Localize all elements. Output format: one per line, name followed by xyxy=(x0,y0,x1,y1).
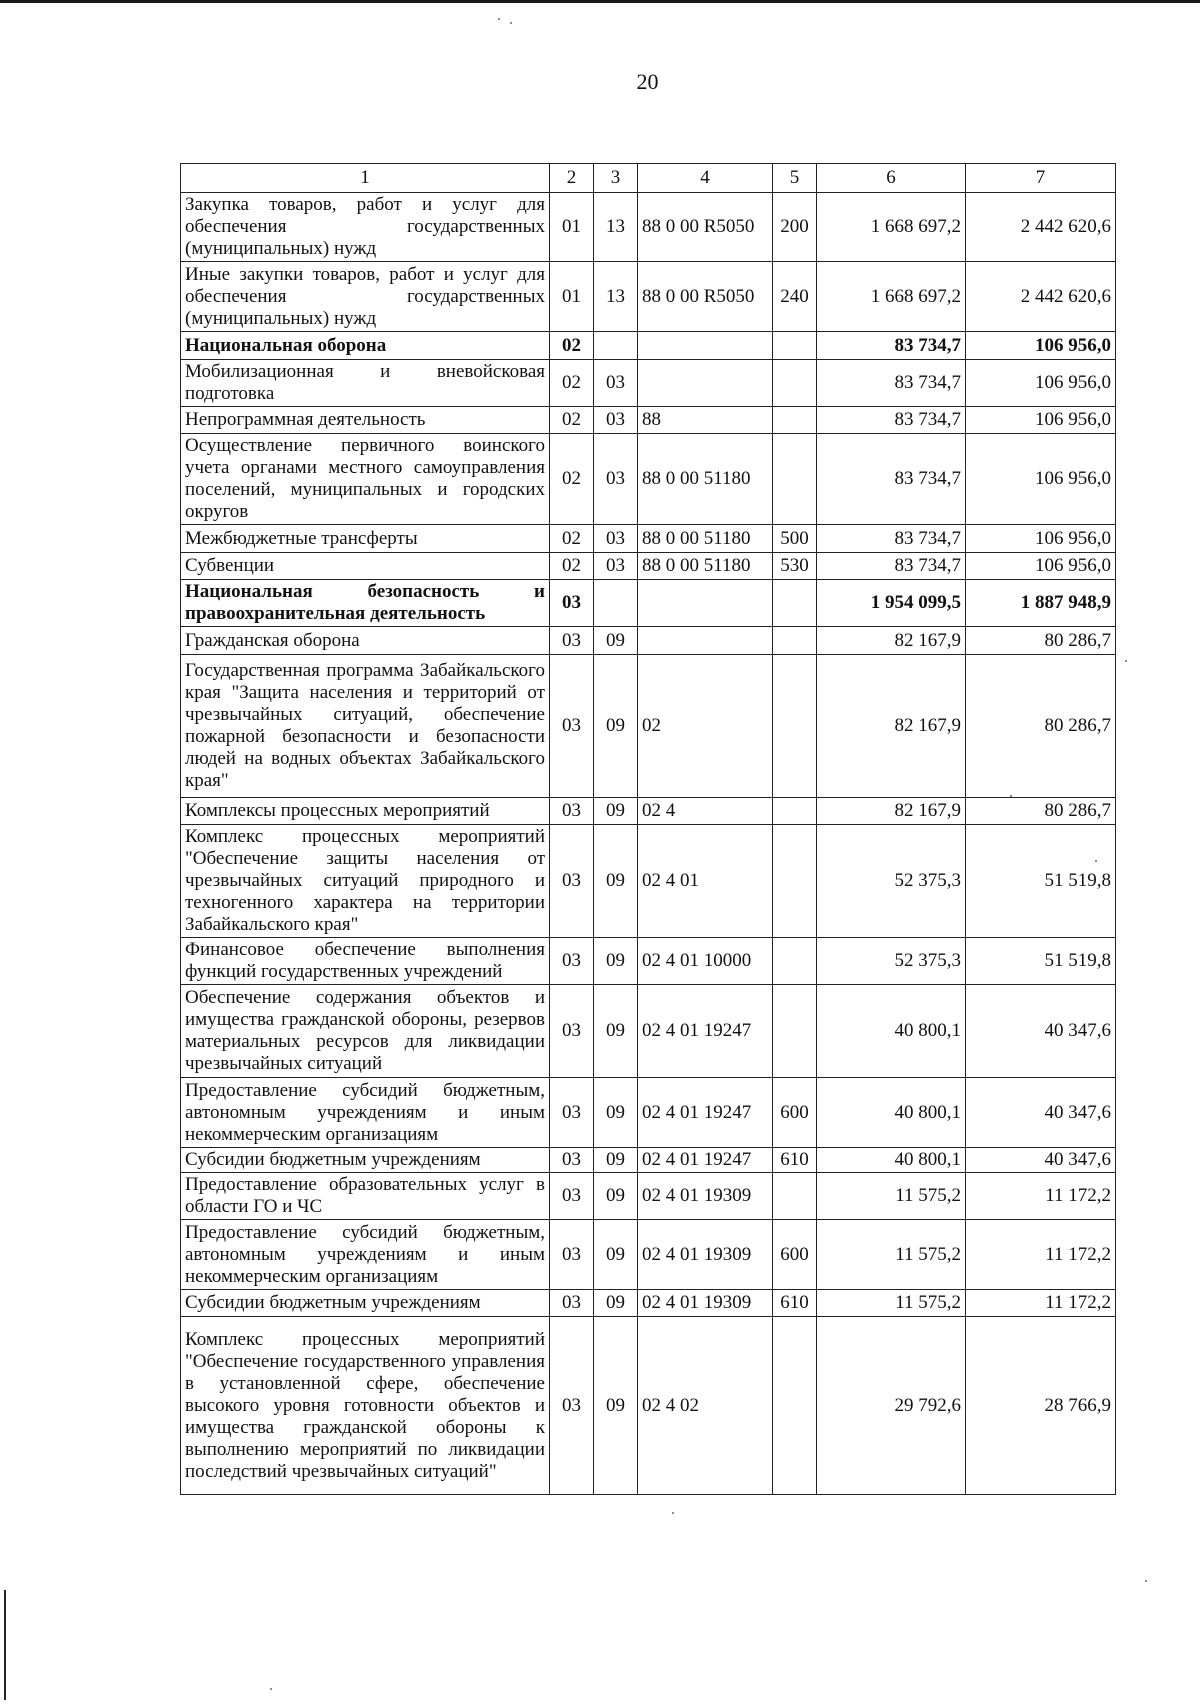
target-article-code xyxy=(638,360,773,407)
amount-column-7: 2 442 620,6 xyxy=(966,193,1116,262)
amount-column-7: 1 887 948,9 xyxy=(966,580,1116,627)
row-description: Закупка товаров, работ и услуг для обеспечения государственных (муниципальных) нужд xyxy=(181,193,550,262)
section-code: 03 xyxy=(550,1220,594,1290)
expense-type-code xyxy=(773,580,817,627)
row-description: Комплексы процессных мероприятий xyxy=(181,798,550,825)
section-code: 02 xyxy=(550,360,594,407)
scan-speck xyxy=(1125,660,1127,662)
row-description: Предоставление субсидий бюджетным, автономным учреждениям и иным некоммерческим организациям xyxy=(181,1220,550,1290)
target-article-code xyxy=(638,332,773,360)
target-article-code: 88 0 00 51180 xyxy=(638,553,773,580)
row-description: Мобилизационная и вневойсковая подготовка xyxy=(181,360,550,407)
amount-column-7: 80 286,7 xyxy=(966,655,1116,798)
expense-type-code: 240 xyxy=(773,262,817,332)
amount-column-7: 11 172,2 xyxy=(966,1290,1116,1317)
row-description: Комплекс процессных мероприятий "Обеспечение государственного управления в установленной сфере, обеспечение высокого уровня готовности объектов и имущества гражданской обороны к выполнению мероприятий по ликвидации последствий чрезвычайных ситуаций" xyxy=(181,1317,550,1495)
table-row xyxy=(181,332,1116,360)
amount-column-7: 106 956,0 xyxy=(966,407,1116,434)
target-article-code: 02 4 01 19309 xyxy=(638,1173,773,1220)
table-row xyxy=(181,193,1116,262)
table-row xyxy=(181,580,1116,627)
section-code: 03 xyxy=(550,938,594,985)
subsection-code: 13 xyxy=(594,193,638,262)
amount-column-6: 1 954 099,5 xyxy=(817,580,966,627)
amount-column-6: 82 167,9 xyxy=(817,655,966,798)
header-row xyxy=(181,164,1116,193)
expense-type-code xyxy=(773,655,817,798)
section-code: 01 xyxy=(550,193,594,262)
section-code: 03 xyxy=(550,655,594,798)
expense-type-code xyxy=(773,627,817,655)
expense-type-code xyxy=(773,798,817,825)
row-description: Межбюджетные трансферты xyxy=(181,525,550,553)
target-article-code: 02 4 xyxy=(638,798,773,825)
amount-column-6: 83 734,7 xyxy=(817,525,966,553)
table-row xyxy=(181,1148,1116,1173)
amount-column-7: 51 519,8 xyxy=(966,825,1116,938)
amount-column-6: 40 800,1 xyxy=(817,1078,966,1148)
subsection-code xyxy=(594,332,638,360)
expense-type-code xyxy=(773,360,817,407)
amount-column-7: 106 956,0 xyxy=(966,434,1116,525)
expense-type-code: 500 xyxy=(773,525,817,553)
table-row xyxy=(181,553,1116,580)
expense-type-code: 600 xyxy=(773,1078,817,1148)
target-article-code: 88 0 00 R5050 xyxy=(638,262,773,332)
section-code: 03 xyxy=(550,1173,594,1220)
table-row xyxy=(181,407,1116,434)
section-code: 03 xyxy=(550,580,594,627)
row-description: Субвенции xyxy=(181,553,550,580)
section-code: 03 xyxy=(550,1078,594,1148)
column-header: 5 xyxy=(773,164,817,193)
subsection-code: 03 xyxy=(594,525,638,553)
amount-column-6: 83 734,7 xyxy=(817,553,966,580)
target-article-code: 88 0 00 51180 xyxy=(638,434,773,525)
section-code: 03 xyxy=(550,1290,594,1317)
target-article-code: 02 4 01 19247 xyxy=(638,1078,773,1148)
row-description: Предоставление субсидий бюджетным, автономным учреждениям и иным некоммерческим организациям xyxy=(181,1078,550,1148)
table-row xyxy=(181,798,1116,825)
table-body xyxy=(181,193,1116,1495)
column-header: 1 xyxy=(181,164,550,193)
section-code: 03 xyxy=(550,627,594,655)
target-article-code: 02 4 02 xyxy=(638,1317,773,1495)
target-article-code: 02 4 01 19309 xyxy=(638,1290,773,1317)
subsection-code: 09 xyxy=(594,938,638,985)
subsection-code: 09 xyxy=(594,798,638,825)
table-row xyxy=(181,360,1116,407)
section-code: 03 xyxy=(550,1317,594,1495)
section-code: 02 xyxy=(550,434,594,525)
subsection-code: 09 xyxy=(594,1148,638,1173)
target-article-code: 02 4 01 xyxy=(638,825,773,938)
row-description: Предоставление образовательных услуг в области ГО и ЧС xyxy=(181,1173,550,1220)
table-row xyxy=(181,525,1116,553)
table-row xyxy=(181,1317,1116,1495)
amount-column-6: 83 734,7 xyxy=(817,434,966,525)
column-header: 7 xyxy=(966,164,1116,193)
row-description: Государственная программа Забайкальского края "Защита населения и территорий от чрезвычайных ситуаций, обеспечение пожарной безопасности и безопасности людей на водных объектах Забайкальского края" xyxy=(181,655,550,798)
table-row xyxy=(181,262,1116,332)
amount-column-6: 11 575,2 xyxy=(817,1290,966,1317)
amount-column-7: 80 286,7 xyxy=(966,627,1116,655)
expense-type-code xyxy=(773,434,817,525)
table-row xyxy=(181,1290,1116,1317)
amount-column-7: 40 347,6 xyxy=(966,1148,1116,1173)
amount-column-6: 83 734,7 xyxy=(817,332,966,360)
expense-type-code xyxy=(773,985,817,1078)
amount-column-6: 52 375,3 xyxy=(817,938,966,985)
row-description: Иные закупки товаров, работ и услуг для обеспечения государственных (муниципальных) нужд xyxy=(181,262,550,332)
subsection-code: 09 xyxy=(594,1317,638,1495)
amount-column-7: 106 956,0 xyxy=(966,525,1116,553)
column-header: 2 xyxy=(550,164,594,193)
amount-column-6: 82 167,9 xyxy=(817,627,966,655)
amount-column-7: 40 347,6 xyxy=(966,985,1116,1078)
amount-column-6: 40 800,1 xyxy=(817,1148,966,1173)
subsection-code: 09 xyxy=(594,1220,638,1290)
expense-type-code xyxy=(773,938,817,985)
section-code: 03 xyxy=(550,985,594,1078)
table-row xyxy=(181,1173,1116,1220)
amount-column-7: 11 172,2 xyxy=(966,1220,1116,1290)
amount-column-6: 83 734,7 xyxy=(817,360,966,407)
subsection-code: 03 xyxy=(594,434,638,525)
subsection-code: 03 xyxy=(594,553,638,580)
row-description: Гражданская оборона xyxy=(181,627,550,655)
scan-speck xyxy=(498,18,500,20)
amount-column-6: 40 800,1 xyxy=(817,985,966,1078)
expense-type-code xyxy=(773,1173,817,1220)
section-code: 02 xyxy=(550,553,594,580)
section-code: 02 xyxy=(550,407,594,434)
column-header: 6 xyxy=(817,164,966,193)
subsection-code: 09 xyxy=(594,1078,638,1148)
expense-type-code: 600 xyxy=(773,1220,817,1290)
target-article-code: 02 4 01 19247 xyxy=(638,985,773,1078)
amount-column-7: 80 286,7 xyxy=(966,798,1116,825)
section-code: 03 xyxy=(550,798,594,825)
section-code: 01 xyxy=(550,262,594,332)
table-row xyxy=(181,655,1116,798)
left-margin-line xyxy=(4,1590,6,1700)
amount-column-6: 1 668 697,2 xyxy=(817,262,966,332)
amount-column-7: 106 956,0 xyxy=(966,332,1116,360)
expense-type-code: 200 xyxy=(773,193,817,262)
table-row xyxy=(181,825,1116,938)
expense-type-code: 610 xyxy=(773,1290,817,1317)
amount-column-7: 40 347,6 xyxy=(966,1078,1116,1148)
row-description: Финансовое обеспечение выполнения функций государственных учреждений xyxy=(181,938,550,985)
table-row xyxy=(181,985,1116,1078)
amount-column-7: 28 766,9 xyxy=(966,1317,1116,1495)
expense-type-code: 530 xyxy=(773,553,817,580)
scan-speck xyxy=(672,1512,674,1514)
section-code: 03 xyxy=(550,825,594,938)
section-code: 02 xyxy=(550,525,594,553)
target-article-code: 02 4 01 10000 xyxy=(638,938,773,985)
target-article-code xyxy=(638,627,773,655)
subsection-code: 03 xyxy=(594,360,638,407)
row-description: Обеспечение содержания объектов и имущества гражданской обороны, резервов материальных ресурсов для ликвидации чрезвычайных ситуаций xyxy=(181,985,550,1078)
expense-type-code xyxy=(773,825,817,938)
amount-column-6: 11 575,2 xyxy=(817,1220,966,1290)
scan-speck xyxy=(1095,860,1097,862)
target-article-code: 02 4 01 19309 xyxy=(638,1220,773,1290)
scan-speck xyxy=(270,1688,272,1690)
target-article-code: 88 0 00 51180 xyxy=(638,525,773,553)
subsection-code: 09 xyxy=(594,1173,638,1220)
subsection-code xyxy=(594,580,638,627)
subsection-code: 09 xyxy=(594,1290,638,1317)
amount-column-6: 52 375,3 xyxy=(817,825,966,938)
amount-column-7: 106 956,0 xyxy=(966,360,1116,407)
amount-column-6: 29 792,6 xyxy=(817,1317,966,1495)
amount-column-7: 2 442 620,6 xyxy=(966,262,1116,332)
amount-column-6: 1 668 697,2 xyxy=(817,193,966,262)
table-row xyxy=(181,1220,1116,1290)
amount-column-7: 106 956,0 xyxy=(966,553,1116,580)
target-article-code: 02 4 01 19247 xyxy=(638,1148,773,1173)
target-article-code xyxy=(638,580,773,627)
section-code: 02 xyxy=(550,332,594,360)
row-description: Субсидии бюджетным учреждениям xyxy=(181,1148,550,1173)
table-row xyxy=(181,1078,1116,1148)
expense-type-code xyxy=(773,1317,817,1495)
row-description: Субсидии бюджетным учреждениям xyxy=(181,1290,550,1317)
amount-column-7: 51 519,8 xyxy=(966,938,1116,985)
scan-speck xyxy=(1010,795,1012,797)
row-description: Национальная оборона xyxy=(181,332,550,360)
subsection-code: 09 xyxy=(594,655,638,798)
column-header: 3 xyxy=(594,164,638,193)
table-row xyxy=(181,938,1116,985)
column-header: 4 xyxy=(638,164,773,193)
target-article-code: 88 xyxy=(638,407,773,434)
subsection-code: 09 xyxy=(594,825,638,938)
section-code: 03 xyxy=(550,1148,594,1173)
row-description: Национальная безопасность и правоохранительная деятельность xyxy=(181,580,550,627)
row-description: Непрограммная деятельность xyxy=(181,407,550,434)
table-row xyxy=(181,434,1116,525)
page-number: 20 xyxy=(636,69,659,94)
table-row xyxy=(181,627,1116,655)
row-description: Осуществление первичного воинского учета органами местного самоуправления поселений, муниципальных и городских округов xyxy=(181,434,550,525)
expense-type-code: 610 xyxy=(773,1148,817,1173)
subsection-code: 03 xyxy=(594,407,638,434)
target-article-code: 02 xyxy=(638,655,773,798)
scan-speck xyxy=(510,22,512,24)
scan-speck xyxy=(1145,1580,1147,1582)
budget-table xyxy=(180,163,1116,1495)
amount-column-6: 11 575,2 xyxy=(817,1173,966,1220)
amount-column-6: 83 734,7 xyxy=(817,407,966,434)
amount-column-7: 11 172,2 xyxy=(966,1173,1116,1220)
expense-type-code xyxy=(773,332,817,360)
row-description: Комплекс процессных мероприятий "Обеспечение защиты населения от чрезвычайных ситуаций природного и техногенного характера на территории Забайкальского края" xyxy=(181,825,550,938)
subsection-code: 13 xyxy=(594,262,638,332)
target-article-code: 88 0 00 R5050 xyxy=(638,193,773,262)
subsection-code: 09 xyxy=(594,985,638,1078)
subsection-code: 09 xyxy=(594,627,638,655)
top-border-line xyxy=(0,0,1200,3)
expense-type-code xyxy=(773,407,817,434)
amount-column-6: 82 167,9 xyxy=(817,798,966,825)
